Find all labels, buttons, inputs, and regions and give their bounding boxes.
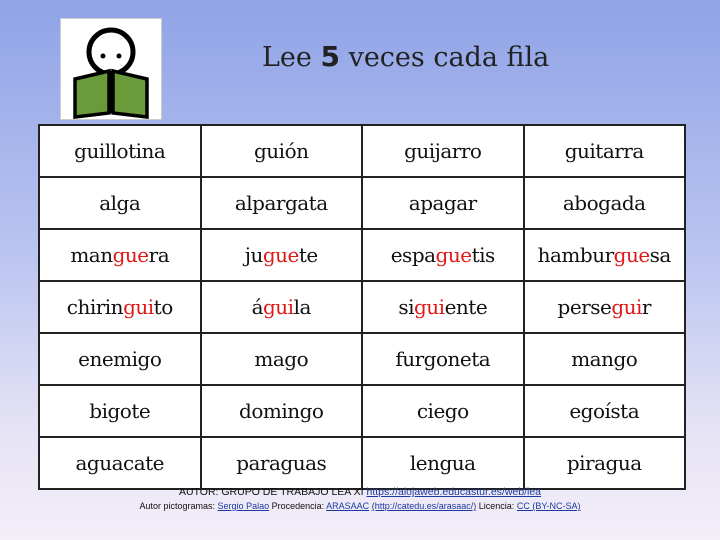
word-part: si [398, 295, 414, 319]
word-part: lengua [409, 451, 476, 475]
word-part: bigote [89, 399, 151, 423]
highlighted-syllable: gue [613, 243, 650, 267]
word-cell [39, 177, 201, 229]
word-part: paraguas [236, 451, 327, 475]
title-number: 5 [320, 40, 340, 73]
word-cell [362, 177, 524, 229]
word-cell [524, 281, 686, 333]
word-cell [362, 229, 524, 281]
word-table [38, 124, 686, 490]
child-reading-green-book-icon [61, 19, 161, 119]
highlighted-syllable: gui [611, 295, 642, 319]
word-cell [362, 437, 524, 489]
license-label: Licencia: [478, 501, 515, 511]
word-part: aguacate [75, 451, 165, 475]
word-cell [201, 385, 363, 437]
word-part: enemigo [78, 347, 162, 371]
sergio-palao-link[interactable]: Sergio Palao [217, 501, 270, 511]
word-cell [39, 229, 201, 281]
word-part: guijarro [404, 139, 482, 163]
word-part: mago [254, 347, 309, 371]
word-cell [201, 281, 363, 333]
word-cell [524, 177, 686, 229]
highlighted-syllable: gui [413, 295, 445, 319]
word-cell [39, 437, 201, 489]
word-part: guión [253, 139, 309, 163]
highlighted-syllable: gue [262, 243, 299, 267]
word-part: man [70, 243, 113, 267]
word-part: te [298, 243, 318, 267]
lea-link[interactable]: https://alojaweb.educastur.es/web/lea [366, 486, 542, 498]
word-row [39, 333, 685, 385]
word-part: ciego [416, 399, 469, 423]
word-cell [39, 281, 201, 333]
word-part: ra [148, 243, 170, 267]
arasaac-link[interactable]: ARASAAC [326, 501, 370, 511]
word-row [39, 177, 685, 229]
word-part: to [153, 295, 173, 319]
word-cell [524, 229, 686, 281]
word-part: á [251, 295, 263, 319]
credits-author: AUTOR: GRUPO DE TRABAJO LEA XI [178, 486, 364, 498]
highlighted-syllable: gue [112, 243, 149, 267]
word-part: alga [99, 191, 141, 215]
word-row [39, 385, 685, 437]
word-cell [362, 125, 524, 177]
word-part: alpargata [234, 191, 328, 215]
word-part: hambur [537, 243, 614, 267]
word-part: tis [471, 243, 495, 267]
word-part: ju [244, 243, 263, 267]
word-cell [39, 333, 201, 385]
word-part: mango [571, 347, 638, 371]
word-row [39, 437, 685, 489]
word-cell [362, 281, 524, 333]
highlighted-syllable: gui [263, 295, 294, 319]
pictogram-author-label: Autor pictogramas: [139, 501, 216, 511]
word-part: egoísta [569, 399, 640, 423]
credits-line-1 [0, 486, 720, 498]
credits-line-2 [0, 501, 720, 511]
word-cell [201, 177, 363, 229]
word-row [39, 281, 685, 333]
license-link[interactable]: CC (BY-NC-SA) [516, 501, 581, 511]
word-part: guillotina [74, 139, 166, 163]
word-part: r [641, 295, 651, 319]
word-part: sa [649, 243, 671, 267]
word-cell [39, 125, 201, 177]
word-cell [39, 385, 201, 437]
word-part: guitarra [564, 139, 644, 163]
title-post: veces cada fila [348, 42, 550, 73]
word-cell [201, 333, 363, 385]
word-part: apagar [408, 191, 477, 215]
word-cell [201, 437, 363, 489]
word-cell [362, 333, 524, 385]
word-part: abogada [562, 191, 646, 215]
reading-child-logo [60, 18, 162, 120]
word-part: domingo [239, 399, 324, 423]
word-part: la [293, 295, 311, 319]
word-cell [524, 125, 686, 177]
word-part: chirin [66, 295, 124, 319]
word-cell [201, 125, 363, 177]
word-part: furgoneta [395, 347, 491, 371]
word-cell [524, 437, 686, 489]
word-cell [201, 229, 363, 281]
procedencia-label: Procedencia: [271, 501, 325, 511]
word-row [39, 229, 685, 281]
highlighted-syllable: gui [123, 295, 154, 319]
word-part: perse [557, 295, 612, 319]
word-part: piragua [566, 451, 642, 475]
page-title [262, 40, 549, 73]
arasaac-url-link[interactable]: (http://catedu.es/arasaac/) [371, 501, 477, 511]
word-cell [524, 385, 686, 437]
highlighted-syllable: gue [435, 243, 472, 267]
word-cell [524, 333, 686, 385]
word-table-body [39, 125, 685, 489]
word-row [39, 125, 685, 177]
title-pre: Lee [262, 42, 312, 73]
word-cell [362, 385, 524, 437]
word-part: ente [444, 295, 488, 319]
word-part: espa [390, 243, 436, 267]
